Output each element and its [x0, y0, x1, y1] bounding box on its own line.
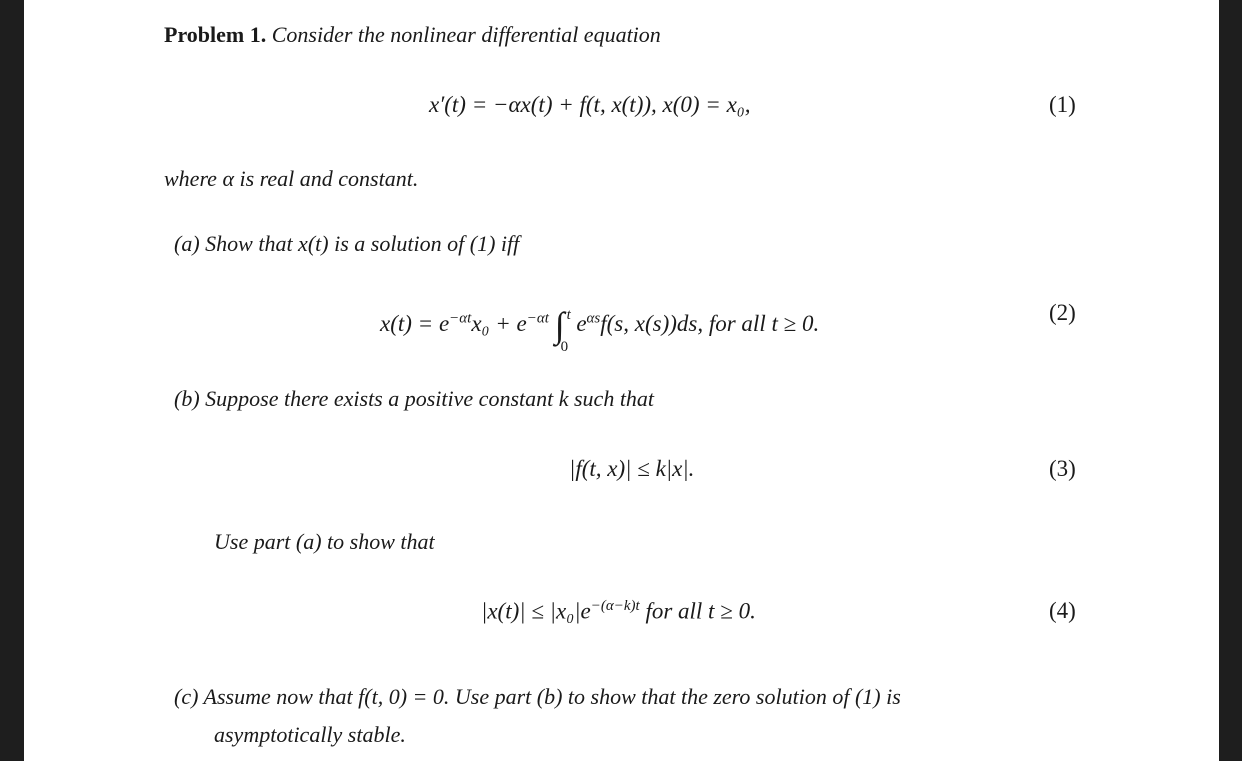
integral-sign: ∫ — [554, 305, 565, 345]
part-c-label: (c) — [174, 684, 199, 709]
equation-2-mid: x₀ + e — [471, 311, 527, 336]
equation-4-lhs: |x(t)| ≤ |x₀|e — [481, 598, 591, 624]
equation-4 — [481, 598, 756, 625]
equation-2-lhs: x(t) = e — [380, 311, 450, 336]
equation-2-number: (2) — [1049, 300, 1076, 325]
equation-3-text: |f(t, x)| ≤ k|x|. — [569, 456, 695, 481]
part-c-line-2: asymptotically stable. — [214, 722, 406, 747]
integral-upper-limit: t — [566, 307, 571, 323]
equation-3-number: (3) — [1049, 456, 1076, 481]
part-b-use-text: Use part (a) to show that — [214, 529, 435, 554]
equation-3 — [569, 456, 694, 482]
part-a-label: (a) — [174, 231, 200, 256]
part-b-label: (b) — [174, 386, 200, 411]
equation-2 — [380, 298, 820, 355]
part-c-line-1: Assume now that f(t, 0) = 0. Use part (b) to show that the zero solution of (1) is — [203, 684, 901, 709]
equation-1 — [429, 92, 751, 118]
equation-4-exponent: −(α−k)t — [590, 598, 640, 614]
equation-4-tail: for all t ≥ 0. — [639, 598, 756, 624]
equation-1-text: x′(t) = −αx(t) + f(t, x(t)), x(0) = x₀, — [429, 92, 751, 117]
part-a-text: Show that x(t) is a solution of (1) iff — [205, 231, 520, 256]
equation-2-exponent-2: −αt — [526, 310, 549, 327]
problem-intro: Consider the nonlinear differential equation — [271, 22, 661, 47]
problem-heading: Problem 1. — [164, 22, 267, 47]
equation-4-number: (4) — [1049, 598, 1076, 623]
equation-2-tail: f(s, x(s))ds, for all t ≥ 0. — [600, 311, 820, 336]
part-c-prompt — [174, 684, 901, 710]
where-statement: where α is real and constant. — [164, 166, 419, 191]
equation-2-exponent-1: −αt — [449, 310, 472, 327]
part-b-prompt — [174, 386, 654, 412]
document-page — [24, 0, 1219, 761]
problem-header — [164, 22, 661, 48]
integral-lower-limit: 0 — [560, 339, 569, 355]
equation-2-exponent-3: αs — [586, 310, 601, 327]
part-b-text: Suppose there exists a positive constant k such that — [205, 386, 655, 411]
part-a-prompt — [174, 231, 519, 257]
equation-2-body: e — [576, 311, 587, 336]
equation-1-number: (1) — [1049, 92, 1076, 117]
